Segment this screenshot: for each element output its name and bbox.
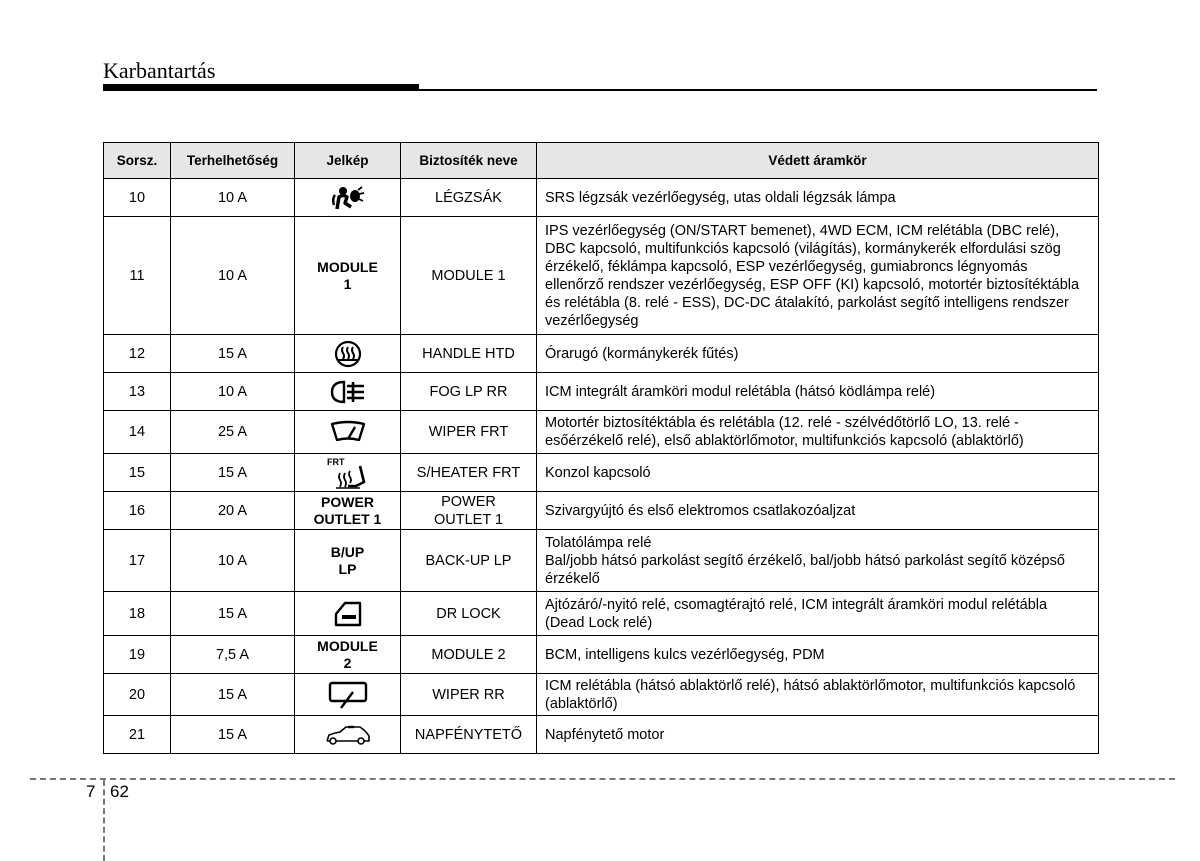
heated-steering-wheel-icon [301, 339, 394, 369]
fuse-load-cell: 10 A [171, 530, 295, 592]
fuse-name-cell: S/HEATER FRT [401, 454, 537, 492]
fuse-number-cell: 21 [104, 716, 171, 754]
airbag-icon [301, 185, 394, 211]
fuse-symbol-cell [295, 179, 401, 217]
fuse-symbol-cell [295, 716, 401, 754]
fuse-name-cell: MODULE 2 [401, 636, 537, 674]
page-title: Karbantartás [103, 58, 216, 83]
fuse-name-cell: LÉGZSÁK [401, 179, 537, 217]
column-header-protected-circuit: Védett áramkör [537, 143, 1099, 179]
fuse-load-cell: 20 A [171, 492, 295, 530]
symbol-text-line: B/UP [330, 543, 365, 560]
symbol-text-line: POWER [321, 493, 374, 510]
fuse-name-cell: MODULE 1 [401, 217, 537, 335]
fuse-number-cell: 17 [104, 530, 171, 592]
protected-circuit-cell: ICM integrált áramköri modul relétábla (hátsó ködlámpa relé) [537, 373, 1099, 411]
symbol-text-line: LP [338, 560, 357, 577]
fuse-name-cell: HANDLE HTD [401, 335, 537, 373]
protected-circuit-cell: Órarugó (kormánykerék fűtés) [537, 335, 1099, 373]
table-row [104, 674, 1099, 716]
column-header-number: Sorsz. [104, 143, 171, 179]
protected-circuit-cell: Napfénytető motor [537, 716, 1099, 754]
fuse-symbol-cell [295, 636, 401, 674]
symbol-text-line: MODULE [317, 637, 378, 654]
table-row [104, 335, 1099, 373]
fuse-number-cell: 18 [104, 592, 171, 636]
table-header-row [104, 143, 1099, 179]
fuse-symbol-cell [295, 530, 401, 592]
fuse-name-cell: NAPFÉNYTETŐ [401, 716, 537, 754]
symbol-text-line: MODULE [317, 258, 378, 275]
fuse-number-cell: 12 [104, 335, 171, 373]
protected-circuit-cell: BCM, intelligens kulcs vezérlőegység, PDM [537, 636, 1099, 674]
fuse-number-cell: 19 [104, 636, 171, 674]
table-row [104, 636, 1099, 674]
fuse-load-cell: 10 A [171, 179, 295, 217]
fuse-load-cell: 10 A [171, 373, 295, 411]
protected-circuit-cell: ICM relétábla (hátsó ablaktörlő relé), hátsó ablaktörlőmotor, multifunkciós kapcsoló (ablaktörlő) [537, 674, 1099, 716]
table-row [104, 179, 1099, 217]
fuse-symbol-cell [295, 592, 401, 636]
fuse-symbol-cell [295, 217, 401, 335]
fuse-symbol-cell [295, 454, 401, 492]
page-number: 62 [110, 782, 129, 801]
rear-wiper-icon [301, 680, 394, 710]
column-header-fuse-name: Biztosíték neve [401, 143, 537, 179]
fuse-symbol-cell [295, 373, 401, 411]
fuse-number-cell: 14 [104, 411, 171, 454]
header-rule-thick [103, 84, 419, 91]
fuse-table [103, 142, 1099, 754]
fuse-load-cell: 15 A [171, 335, 295, 373]
protected-circuit-cell: Motortér biztosítéktábla és relétábla (12. relé - szélvédőtörlő LO, 13. relé - esőérzékelő relé), első ablaktörlőmotor, multifunkciós kapcsoló (ablaktörlő) [537, 411, 1099, 454]
table-row [104, 217, 1099, 335]
symbol-text-line: 1 [343, 275, 352, 292]
footer-dashed-divider [103, 780, 105, 861]
table-row [104, 373, 1099, 411]
header-rule-thin [419, 89, 1097, 91]
sunroof-icon [301, 724, 394, 746]
fuse-load-cell: 10 A [171, 217, 295, 335]
protected-circuit-cell: Konzol kapcsoló [537, 454, 1099, 492]
fuse-name-cell: WIPER RR [401, 674, 537, 716]
door-lock-icon [301, 600, 394, 628]
symbol-text-line: OUTLET 1 [313, 510, 382, 527]
fuse-number-cell: 15 [104, 454, 171, 492]
fuse-symbol-cell [295, 335, 401, 373]
fuse-number-cell: 13 [104, 373, 171, 411]
table-row [104, 530, 1099, 592]
fuse-number-cell: 10 [104, 179, 171, 217]
column-header-load: Terhelhetőség [171, 143, 295, 179]
fuse-number-cell: 20 [104, 674, 171, 716]
table-row [104, 492, 1099, 530]
column-header-symbol: Jelkép [295, 143, 401, 179]
fuse-symbol-cell [295, 411, 401, 454]
rear-fog-lamp-icon [301, 379, 394, 405]
table-row [104, 411, 1099, 454]
fuse-number-cell: 11 [104, 217, 171, 335]
fuse-load-cell: 15 A [171, 454, 295, 492]
table-row [104, 592, 1099, 636]
table-row [104, 716, 1099, 754]
front-seat-heater-icon [301, 456, 394, 490]
fuse-load-cell: 25 A [171, 411, 295, 454]
fuse-number-cell: 16 [104, 492, 171, 530]
fuse-load-cell: 7,5 A [171, 636, 295, 674]
fuse-symbol-cell [295, 674, 401, 716]
fuse-name-cell: BACK-UP LP [401, 530, 537, 592]
fuse-symbol-cell [295, 492, 401, 530]
fuse-load-cell: 15 A [171, 592, 295, 636]
chapter-number: 7 [86, 782, 96, 801]
fuse-load-cell: 15 A [171, 716, 295, 754]
protected-circuit-cell: Szivargyújtó és első elektromos csatlakozóaljzat [537, 492, 1099, 530]
fuse-name-cell: FOG LP RR [401, 373, 537, 411]
fuse-name-cell: POWER OUTLET 1 [401, 492, 537, 530]
table-row [104, 454, 1099, 492]
icon-label: FRT [326, 456, 344, 467]
protected-circuit-cell: SRS légzsák vezérlőegység, utas oldali légzsák lámpa [537, 179, 1099, 217]
footer-dashed-rule [30, 778, 1175, 780]
protected-circuit-cell: Tolatólámpa relé Bal/jobb hátsó parkolást segítő érzékelő, bal/jobb hátsó parkolást segítő középső érzékelő [537, 530, 1099, 592]
front-wiper-icon [301, 419, 394, 445]
fuse-name-cell: WIPER FRT [401, 411, 537, 454]
fuse-name-cell: DR LOCK [401, 592, 537, 636]
protected-circuit-cell: Ajtózáró/-nyitó relé, csomagtérajtó relé, ICM integrált áramköri modul relétábla (Dead Lock relé) [537, 592, 1099, 636]
symbol-text-line: 2 [343, 654, 352, 671]
fuse-load-cell: 15 A [171, 674, 295, 716]
protected-circuit-cell: IPS vezérlőegység (ON/START bemenet), 4WD ECM, ICM relétábla (DBC relé), DBC kapcsoló, multifunkciós kapcsoló (világítás), kormánykerék elfordulási szög érzékelő, féklámpa kapcsoló, ESP vezérlőegység, gumiabroncs légnyomás ellenőrző rendszer vezérlőegység, ESP OFF (KI) kapcsoló, motortér biztosítéktábla és relétábla (8. relé - ESS), DC-DC átalakító, parkolást segítő intelligens rendszer vezérlőegység [537, 217, 1099, 335]
